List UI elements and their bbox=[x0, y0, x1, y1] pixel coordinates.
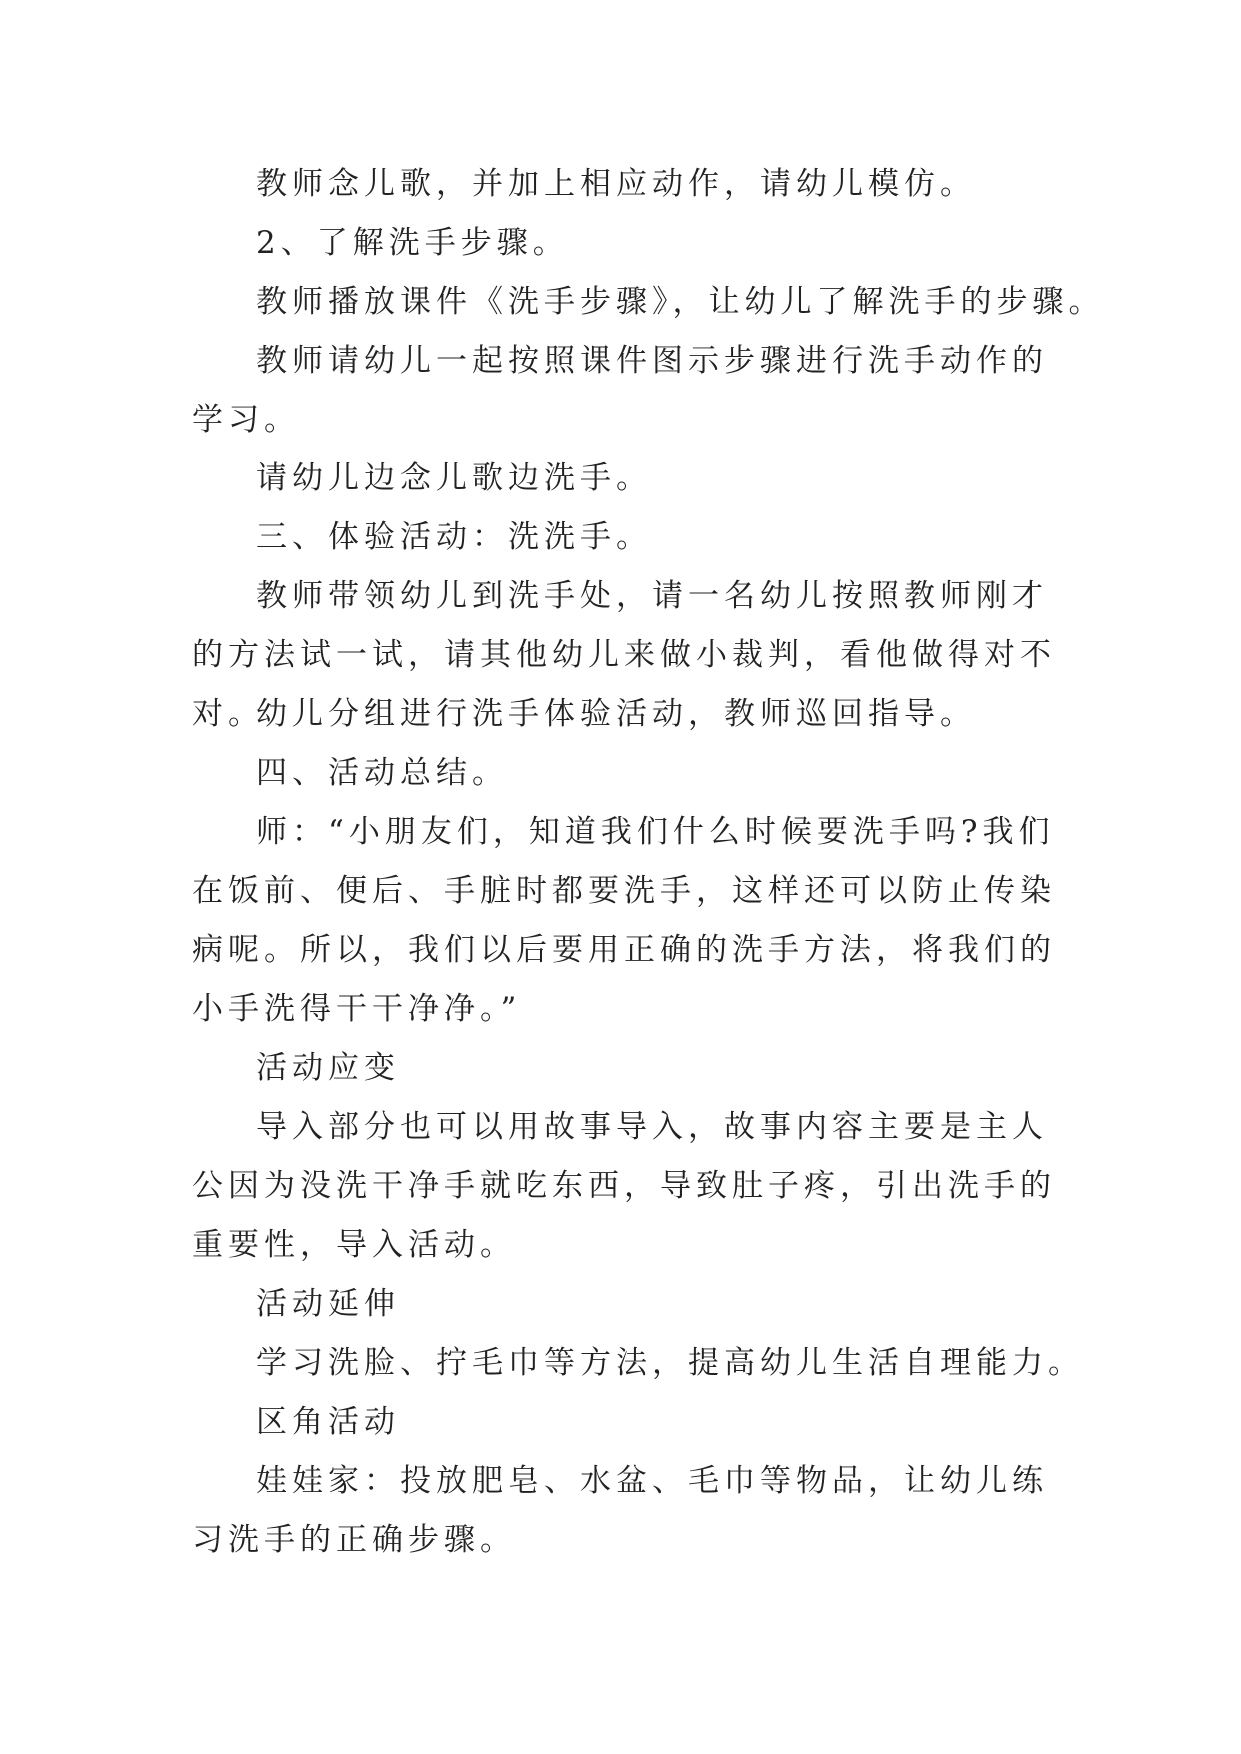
paragraph-follow-steps: 教师请幼儿一起按照课件图示步骤进行洗手动作的学习。 bbox=[192, 343, 1048, 438]
paragraph-summary: 师：“小朋友们，知道我们什么时候要洗手吗?我们在饭前、便后、手脏时都要洗手，这样还可以防止传染病呢。所以，我们以后要用正确的洗手方法，将我们的小手洗得干干净净。” bbox=[192, 814, 1056, 1027]
paragraph-group-activity: 幼儿分组进行洗手体验活动，教师巡回指导。 bbox=[256, 696, 976, 732]
paragraph-chant-wash: 请幼儿边念儿歌边洗手。 bbox=[256, 460, 652, 496]
paragraph-section-four: 四、活动总结。 bbox=[256, 755, 508, 791]
heading-corner-activity: 区角活动 bbox=[256, 1404, 400, 1440]
paragraph-doll-house: 娃娃家：投放肥皂、水盆、毛巾等物品，让幼儿练习洗手的正确步骤。 bbox=[192, 1463, 1048, 1558]
heading-adaptation: 活动应变 bbox=[256, 1050, 400, 1086]
paragraph-step-heading: 2、了解洗手步骤。 bbox=[256, 225, 569, 261]
paragraph-teacher-chant: 教师念儿歌，并加上相应动作，请幼儿模仿。 bbox=[256, 166, 976, 202]
paragraph-courseware: 教师播放课件《洗手步骤》，让幼儿了解洗手的步骤。 bbox=[256, 284, 1105, 320]
paragraph-story-intro: 导入部分也可以用故事导入，故事内容主要是主人公因为没洗干净手就吃东西，导致肚子疼，引出洗手的重要性，导入活动。 bbox=[192, 1109, 1056, 1263]
heading-extension: 活动延伸 bbox=[256, 1286, 400, 1322]
paragraph-section-three: 三、体验活动：洗洗手。 bbox=[256, 519, 652, 555]
paragraph-demo: 教师带领幼儿到洗手处，请一名幼儿按照教师刚才的方法试一试，请其他幼儿来做小裁判，看他做得对不对。 bbox=[192, 578, 1056, 732]
paragraph-self-care: 学习洗脸、拧毛巾等方法，提高幼儿生活自理能力。 bbox=[256, 1345, 1084, 1381]
